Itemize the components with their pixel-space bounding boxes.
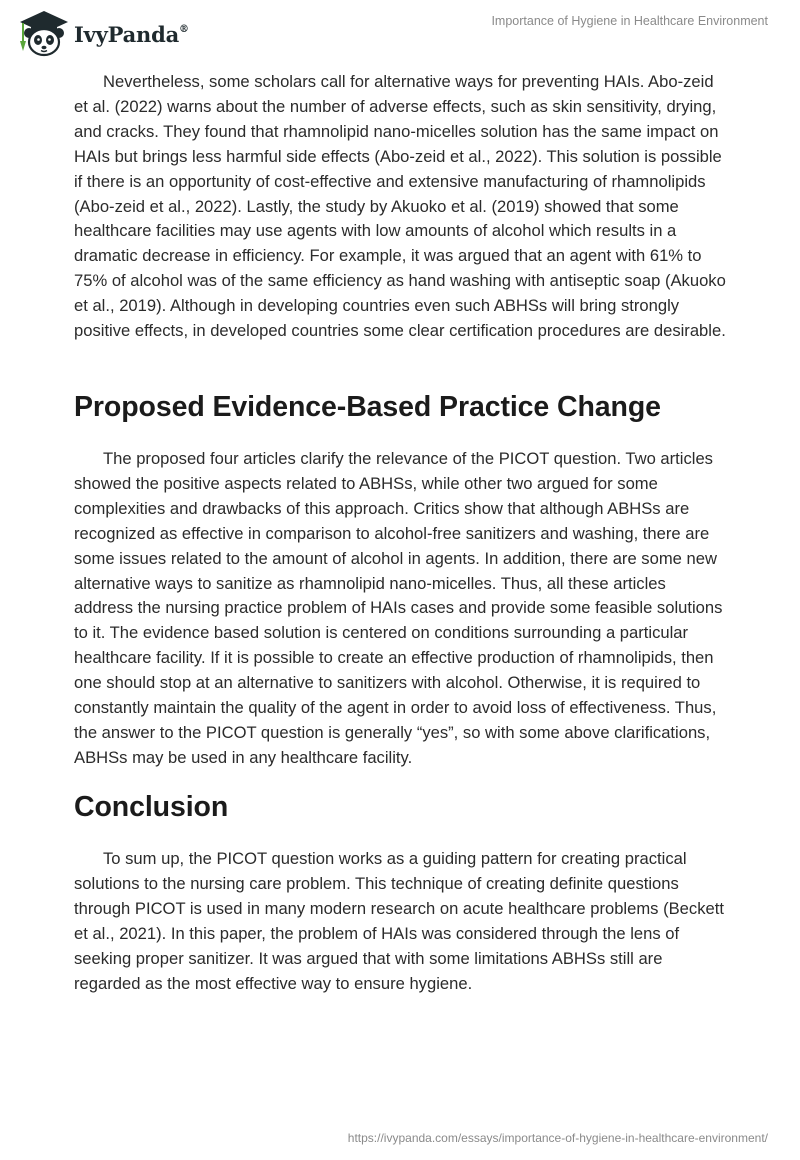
ivypanda-logo[interactable] xyxy=(14,8,189,58)
source-url[interactable]: https://ivypanda.com/essays/importance-of-hygiene-in-healthcare-environment/ xyxy=(347,1131,768,1145)
paragraph-proposed-change: The proposed four articles clarify the relevance of the PICOT question. Two articles showed the positive aspects related to ABHSs, while other two argued for some complexities and drawbacks of this approach. Critics show that although ABHSs are recognized as effective in comparison to alcohol-free sanitizers and washing, there are some issues related to the amount of alcohol in agents. In addition, there are some new alternative ways to sanitize as rhamnolipid nano-micelles. Thus, all these articles address the nursing practice problem of HAIs cases and provide some feasible solutions to it. The evidence based solution is centered on conditions surrounding a particular healthcare facility. If it is possible to create an effective production of rhamnolipids, then one should stop at an alternative to sanitizers with alcohol. Otherwise, it is required to constantly maintain the quality of the agent in order to avoid loss of effectiveness. Thus, the answer to the PICOT question is generally “yes”, so with some above clarifications, ABHSs may be used in any healthcare facility. xyxy=(74,449,723,767)
logo-wordmark xyxy=(74,22,189,47)
paragraph-conclusion: To sum up, the PICOT question works as a guiding pattern for creating practical solutions to the nursing care problem. This technique of creating definite questions through PICOT is used in many modern research on acute healthcare problems (Beckett et al., 2021). In this paper, the problem of HAIs was considered through the lens of seeking proper sanitizer. It was argued that with some limitations ABHSs still are regarded as the most effective way to ensure hygiene. xyxy=(74,849,724,993)
panda-graduate-icon xyxy=(14,8,72,58)
registered-mark: ® xyxy=(179,23,189,35)
heading-conclusion: Conclusion xyxy=(74,791,229,823)
heading-proposed-change: Proposed Evidence-Based Practice Change xyxy=(74,391,661,423)
paragraph-alternatives: Nevertheless, some scholars call for alternative ways for preventing HAIs. Abo-zeid et al. (2022) warns about the number of adverse effects, such as skin sensitivity, drying, and cracks. They found that rhamnolipid nano-micelles solution has the same impact on HAIs but brings less harmful side effects (Abo-zeid et al., 2022). This solution is possible if there is an opportunity of cost-effective and extensive manufacturing of rhamnolipids (Abo-zeid et al., 2022). Lastly, the study by Akuoko et al. (2019) showed that some healthcare facilities may use agents with low amounts of alcohol which results in a dramatic decrease in efficiency. For example, it was argued that an agent with 61% to 75% of alcohol was of the same efficiency as hand washing with antiseptic soap (Akuoko et al., 2019). Although in developing countries even such ABHSs will bring strongly positive effects, in developed countries some clear certification procedures are desirable. xyxy=(74,72,726,341)
page-header xyxy=(0,0,800,70)
logo-text: IvyPanda xyxy=(74,21,180,47)
document-title: Importance of Hygiene in Healthcare Environment xyxy=(491,14,768,28)
